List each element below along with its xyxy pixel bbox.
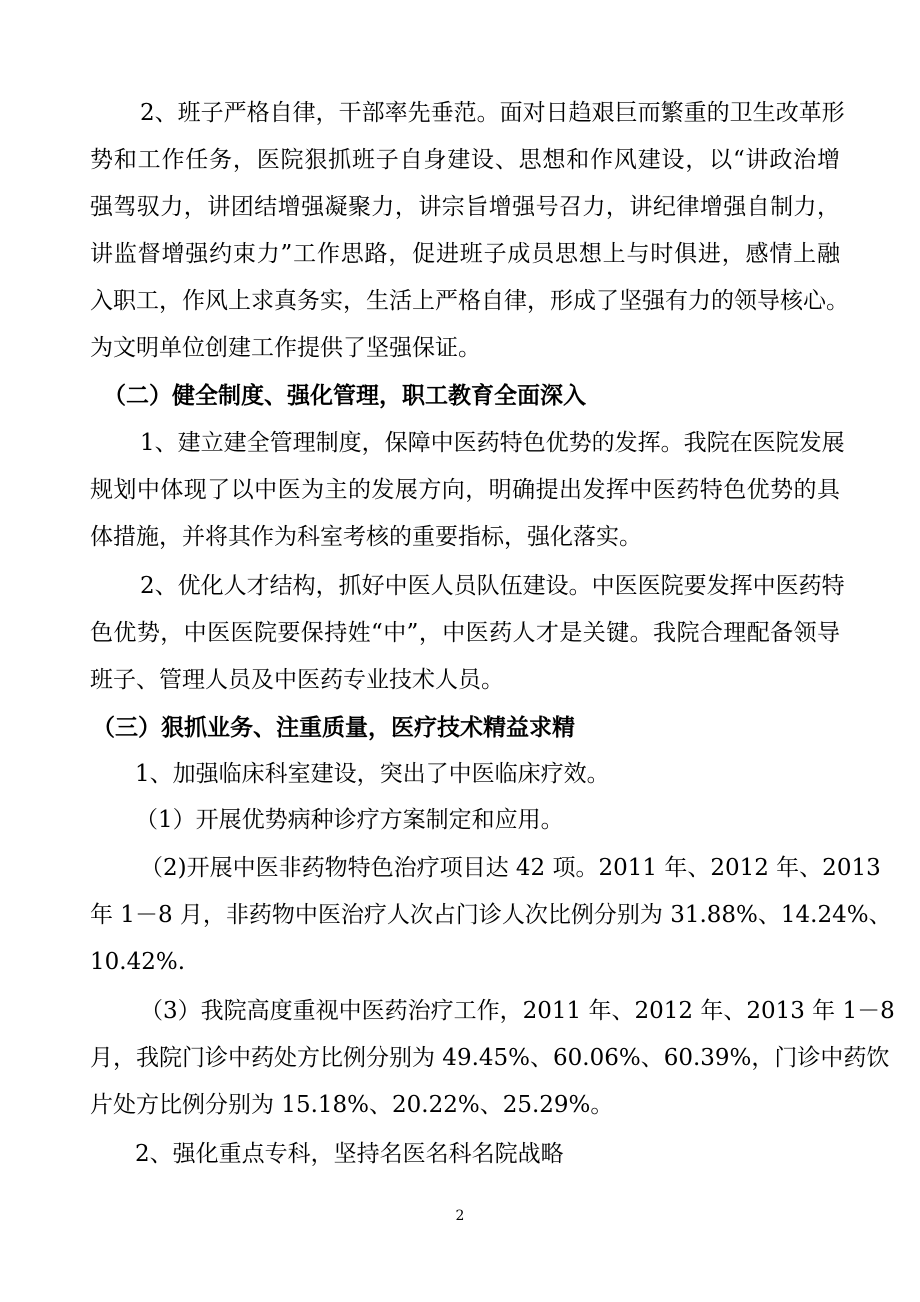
paragraph-5: （1）开展优势病种诊疗方案制定和应用。	[135, 807, 564, 833]
paragraph-2-line-2: 规划中体现了以中医为主的发展方向，明确提出发挥中医药特色优势的具	[90, 477, 840, 503]
section-heading-3: （三）狠抓业务、注重质量，医疗技术精益求精	[92, 714, 575, 741]
paragraph-1-line-4: 讲监督增强约束力”工作思路，促进班子成员思想上与时俱进，感情上融	[90, 241, 840, 267]
paragraph-3-line-1: 2、优化人才结构，抓好中医人员队伍建设。中医医院要发挥中医药特	[140, 573, 845, 599]
paragraph-2-line-1: 1、建立建全管理制度，保障中医药特色优势的发挥。我院在医院发展	[140, 430, 845, 456]
paragraph-1-line-6: 为文明单位创建工作提供了坚强保证。	[90, 335, 481, 361]
paragraph-8: 2、强化重点专科，坚持名医名科名院战略	[135, 1141, 564, 1167]
paragraph-6-line-2: 年 1－8 月，非药物中医治疗人次占门诊人次比例分别为 31.88%、14.24%、	[90, 902, 892, 928]
section-heading-2: （二）健全制度、强化管理，职工教育全面深入	[103, 382, 586, 409]
paragraph-2-line-3: 体措施，并将其作为科室考核的重要指标，强化落实。	[90, 524, 642, 550]
paragraph-1-line-2: 势和工作任务，医院狠抓班子自身建设、思想和作风建设，以“讲政治增	[90, 147, 840, 173]
paragraph-6-line-1: （2)开展中医非药物特色治疗项目达 42 项。2011 年、2012 年、2013	[140, 855, 881, 881]
paragraph-6-line-3: 10.42%.	[90, 949, 186, 975]
paragraph-4: 1、加强临床科室建设，突出了中医临床疗效。	[135, 761, 610, 787]
paragraph-1-line-3: 强驾驭力，讲团结增强凝聚力，讲宗旨增强号召力，讲纪律增强自制力，	[90, 194, 840, 220]
paragraph-1-line-1: 2、班子严格自律，干部率先垂范。面对日趋艰巨而繁重的卫生改革形	[140, 100, 845, 126]
paragraph-1-line-5: 入职工，作风上求真务实，生活上严格自律，形成了坚强有力的领导核心。	[90, 288, 849, 314]
paragraph-7-line-1: （3）我院高度重视中医药治疗工作，2011 年、2012 年、2013 年 1－8	[140, 998, 895, 1024]
paragraph-7-line-2: 月，我院门诊中药处方比例分别为 49.45%、60.06%、60.39%，门诊中药饮	[90, 1045, 890, 1071]
paragraph-3-line-2: 色优势，中医医院要保持姓“中”，中医药人才是关键。我院合理配备领导	[90, 620, 840, 646]
paragraph-3-line-3: 班子、管理人员及中医药专业技术人员。	[90, 667, 504, 693]
paragraph-7-line-3: 片处方比例分别为 15.18%、20.22%、25.29%。	[90, 1092, 614, 1118]
page-number: 2	[455, 1208, 465, 1224]
